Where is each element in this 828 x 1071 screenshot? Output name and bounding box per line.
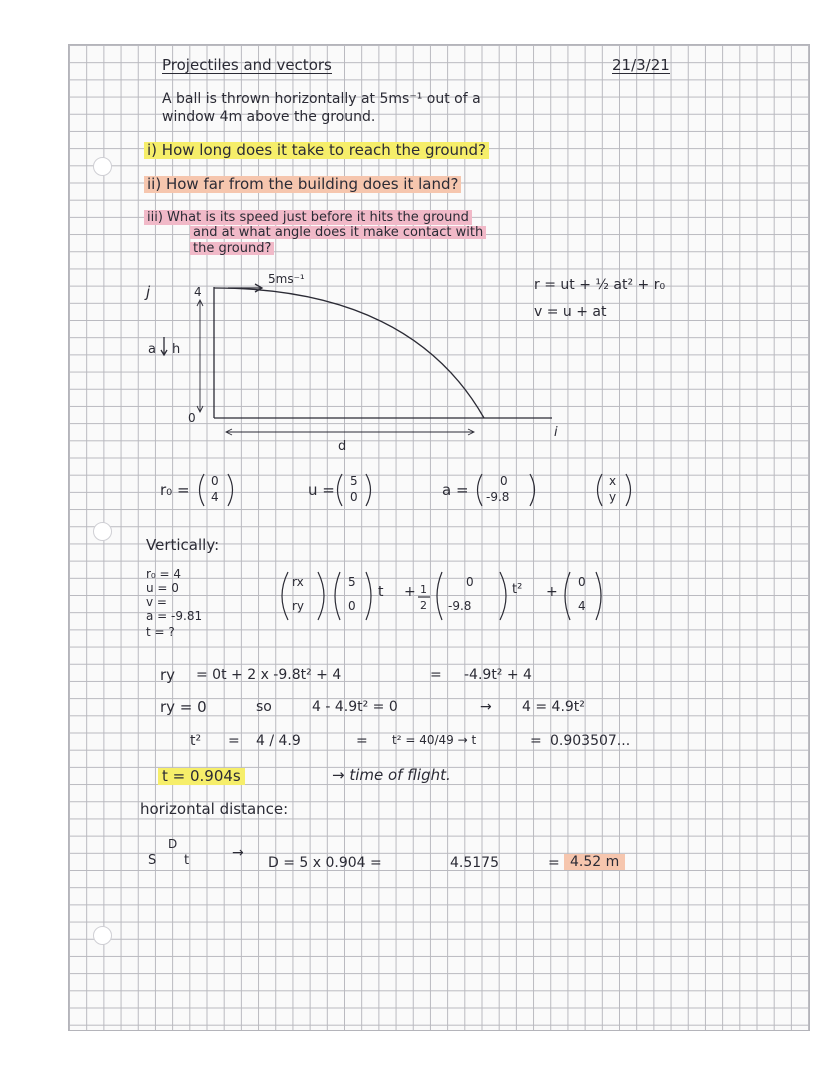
work-equals-3: =: [356, 733, 368, 749]
work-t-value: t² = 40/49 → t: [392, 733, 477, 747]
speed-label: 5ms⁻¹: [268, 272, 305, 286]
question-3-line-2: and at what angle does it make contact with: [190, 226, 486, 239]
eq-t: t: [378, 584, 384, 600]
work-ry: ry: [160, 666, 176, 684]
eq-rx: rx: [292, 575, 304, 589]
r0-label: r₀ =: [160, 481, 190, 499]
eq-r0-top: 0: [578, 575, 586, 589]
work-so: so: [256, 699, 272, 715]
time-of-flight-answer: t = 0.904s: [158, 768, 245, 785]
question-1: i) How long does it take to reach the ground?: [144, 142, 489, 159]
eq-a-top: 0: [466, 575, 474, 589]
work-fraction: 4 / 4.9: [256, 733, 301, 749]
distance-raw: 4.5175: [450, 855, 499, 871]
suvat-t: t = ?: [146, 625, 175, 639]
problem-line-2: window 4m above the ground.: [162, 109, 376, 125]
question-2: ii) How far from the building does it land?: [144, 176, 461, 193]
u-label: u =: [308, 481, 335, 499]
eq-plus-2: +: [546, 584, 558, 600]
suvat-r0: r₀ = 4: [146, 567, 182, 581]
origin-label: 0: [188, 411, 196, 425]
height-label: 4: [194, 285, 202, 299]
suvat-a: a = -9.81: [146, 609, 203, 623]
a-top: 0: [500, 474, 508, 488]
work-ry-zero: ry = 0: [160, 698, 207, 716]
a-label: a =: [442, 481, 469, 499]
eq-ry: ry: [292, 599, 305, 613]
time-of-flight-note: → time of flight.: [332, 766, 451, 784]
work-arrow: →: [480, 699, 492, 715]
xy-top: x: [609, 474, 617, 488]
distance-arrow: →: [232, 845, 244, 861]
eq-t-squared: t²: [512, 582, 523, 597]
work-ry-expand: = 0t + 2 x -9.8t² + 4: [196, 667, 342, 683]
page-title: Projectiles and vectors: [162, 56, 332, 74]
j-axis-label: j: [146, 283, 151, 301]
question-3-line-3: the ground?: [190, 242, 274, 255]
eq-plus-1: +: [404, 584, 416, 600]
page-date: 21/3/21: [612, 56, 670, 74]
work-equals-4: =: [530, 733, 542, 749]
triangle-S: S: [148, 853, 157, 868]
distance-label: d: [338, 439, 347, 454]
displacement-formula: r = ut + ½ at² + r₀: [534, 277, 666, 293]
work-eq-zero: 4 - 4.9t² = 0: [312, 699, 398, 715]
eq-half-num: 1: [420, 583, 427, 596]
xy-bottom: y: [609, 490, 617, 504]
problem-line-1: A ball is thrown horizontally at 5ms⁻¹ out of a: [162, 91, 481, 107]
h-label: h: [172, 342, 181, 357]
work-t-squared: t²: [190, 733, 202, 749]
eq-a-bottom: -9.8: [448, 599, 472, 613]
eq-half-den: 2: [420, 599, 427, 612]
work-equals: =: [430, 667, 442, 683]
a-bottom: -9.8: [486, 490, 510, 504]
r0-top: 0: [211, 474, 219, 488]
distance-answer: 4.52 m: [564, 854, 625, 870]
r0-bottom: 4: [211, 490, 219, 504]
vertically-heading: Vertically:: [146, 536, 220, 554]
velocity-formula: v = u + at: [534, 304, 607, 320]
u-top: 5: [350, 474, 358, 488]
work-t-decimal: 0.903507...: [550, 733, 631, 749]
horizontal-distance-heading: horizontal distance:: [140, 800, 289, 818]
accel-label: a: [148, 342, 156, 357]
u-bottom: 0: [350, 490, 358, 504]
triangle-D: D: [168, 837, 178, 851]
eq-u-bottom: 0: [348, 599, 356, 613]
eq-r0-bottom: 4: [578, 599, 586, 613]
work-rearranged: 4 = 4.9t²: [522, 699, 585, 715]
suvat-u: u = 0: [146, 581, 179, 595]
eq-u-top: 5: [348, 575, 356, 589]
suvat-v: v =: [146, 595, 167, 609]
work-equals-2: =: [228, 733, 240, 749]
distance-calc: D = 5 x 0.904 =: [268, 855, 382, 871]
i-axis-label: i: [554, 425, 558, 440]
work-ry-simplified: -4.9t² + 4: [464, 667, 532, 683]
question-3-line-1: iii) What is its speed just before it hits the ground: [144, 210, 472, 225]
distance-equals: =: [548, 855, 560, 871]
triangle-t: t: [184, 853, 190, 868]
